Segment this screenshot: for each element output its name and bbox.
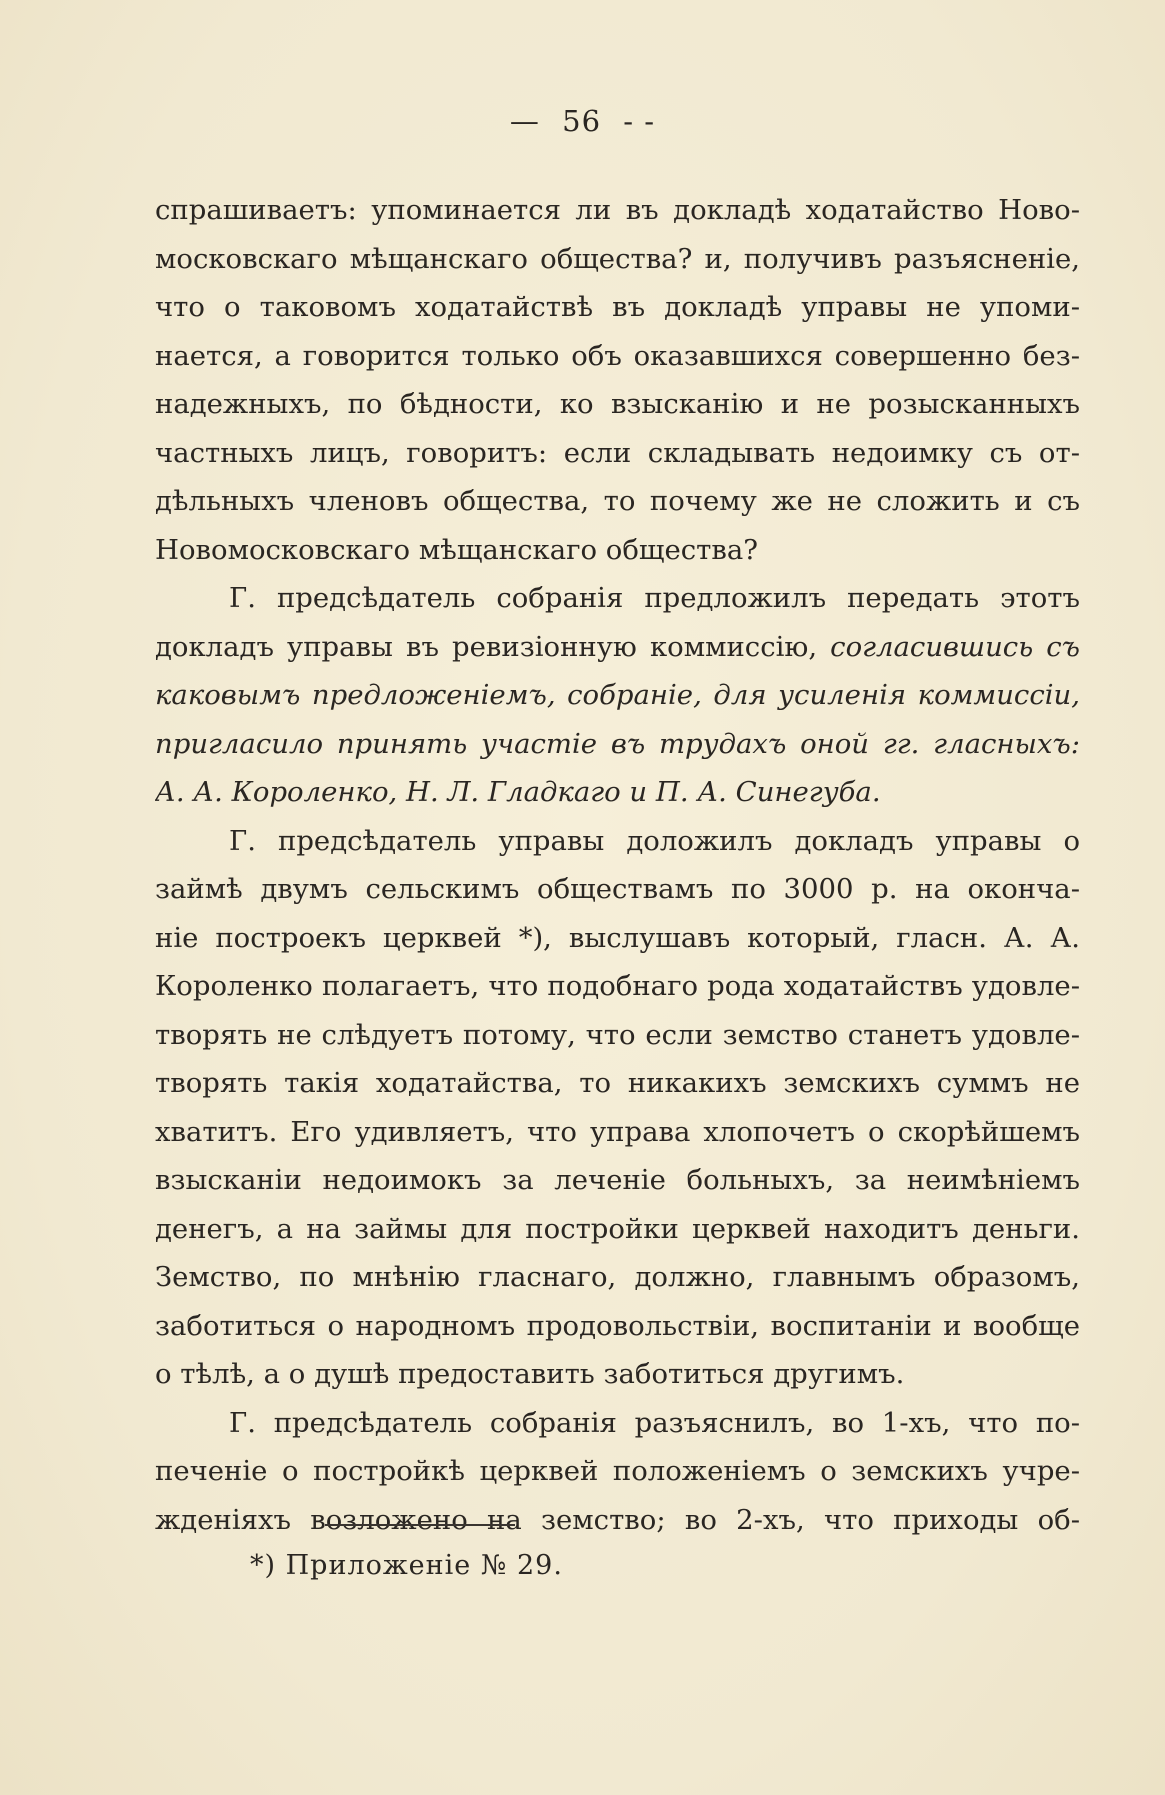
text-line: каковымъ предложеніемъ, собраніе, для усиленія коммиссіи,: [155, 679, 1080, 711]
text-line: спрашиваетъ: упоминается ли въ докладѣ ходатайство Ново-: [155, 194, 1080, 226]
text-line: творять не слѣдуетъ потому, что если земство станетъ удовле-: [155, 1018, 1080, 1051]
text-line: Новомосковскаго мѣщанскаго общества?: [155, 533, 758, 566]
page-header: [0, 104, 1165, 138]
text-line: творять такія ходатайства, то никакихъ земскихъ суммъ не: [155, 1067, 1080, 1099]
text-line: печеніе о постройкѣ церквей положеніемъ о земскихъ учре-: [155, 1455, 1080, 1487]
text-line: что о таковомъ ходатайствѣ въ докладѣ управы не упоми-: [155, 291, 1080, 323]
header-dash-right: - -: [623, 104, 656, 138]
footnote-divider: [325, 1524, 515, 1526]
text-line: частныхъ лицъ, говоритъ: если складывать недоимку съ от-: [155, 436, 1080, 469]
text-line: Г. предсѣдатель собранія предложилъ передать этотъ: [229, 582, 1080, 614]
text-line: ніе построекъ церквей *), выслушавъ который, гласн. А. А.: [155, 921, 1080, 954]
text-line: жденіяхъ возложено на земство; во 2-хъ, что приходы об-: [155, 1503, 1080, 1536]
text-line: денегъ, а на займы для постройки церквей находитъ деньги.: [155, 1212, 1080, 1245]
text-line: Короленко полагаетъ, что подобнаго рода ходатайствъ удовле-: [155, 970, 1080, 1002]
text-line: дѣльныхъ членовъ общества, то почему же не сложить и съ: [155, 485, 1080, 517]
text-line: пригласило принять участіе въ трудахъ оной гг. гласныхъ:: [155, 727, 1080, 760]
text-line: о тѣлѣ, а о душѣ предоставить заботиться другимъ.: [155, 1358, 905, 1390]
text-line: заботиться о народномъ продовольствіи, воспитаніи и вообще: [155, 1309, 1080, 1342]
text-line: надежныхъ, по бѣдности, ко взысканію и не розысканныхъ: [155, 388, 1080, 420]
text-line: займѣ двумъ сельскимъ обществамъ по 3000 р. на оконча-: [155, 873, 1080, 905]
text-line: Г. предсѣдатель управы доложилъ докладъ управы о: [229, 824, 1080, 857]
text-line: московскаго мѣщанскаго общества? и, получивъ разъясненіе,: [155, 242, 1080, 275]
text-line: А. А. Короленко, Н. Л. Гладкаго и П. А. Синегуба.: [155, 776, 881, 808]
page-number: 56: [562, 104, 602, 138]
footnote: *) Приложеніе № 29.: [250, 1550, 563, 1581]
text-line: взысканіи недоимокъ за леченіе больныхъ, за неимѣніемъ: [155, 1164, 1080, 1196]
text-line: хватитъ. Его удивляетъ, что управа хлопочетъ о скорѣйшемъ: [155, 1115, 1080, 1148]
text-line: Г. предсѣдатель собранія разъяснилъ, во 1-хъ, что по-: [229, 1406, 1080, 1439]
text-line: Земство, по мнѣнію гласнаго, должно, главнымъ образомъ,: [155, 1261, 1080, 1293]
text-line: докладъ управы въ ревизіонную коммиссію, согласившись съ: [155, 630, 1080, 663]
body-text: [155, 186, 1080, 1544]
header-dash-left: —: [509, 104, 540, 138]
text-line: нается, а говорится только объ оказавшихся совершенно без-: [155, 339, 1080, 372]
